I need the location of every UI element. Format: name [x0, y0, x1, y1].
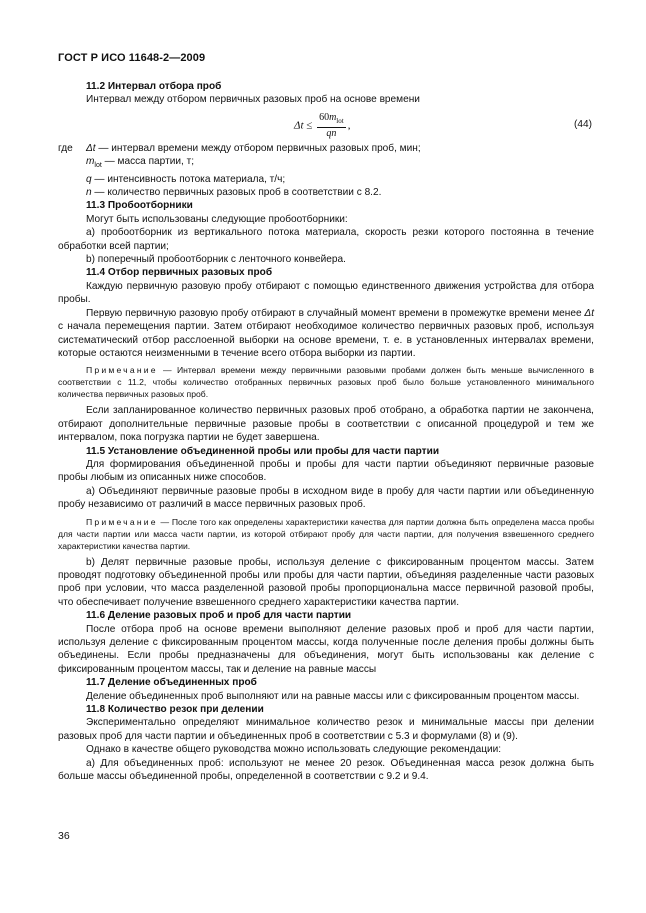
formula-numerator	[317, 112, 346, 128]
definition-text: — масса партии, т;	[101, 156, 195, 168]
section-11-3-p1: Могут быть использованы следующие пробоотборники:	[86, 213, 348, 225]
section-11-5-p1: Для формирования объединенной пробы и пробы для части партии объединяют первичные разовые пробы любым из описанных ниже способов.	[58, 458, 594, 484]
definition-n	[86, 186, 421, 199]
formula-lhs: Δt ≤	[294, 119, 313, 132]
numerator-coefficient: 60	[319, 111, 330, 123]
definition-symbol: q	[86, 173, 92, 185]
definition-text: — интенсивность потока материала, т/ч;	[91, 173, 286, 185]
where-label: где	[58, 142, 73, 154]
paragraph-text: Первую первичную разовую пробу отбирают в случайный момент времени в промежутке времени менее	[86, 307, 585, 319]
section-11-6-title: 11.6 Деление разовых проб и проб для части партии	[86, 610, 352, 622]
numerator-variable: m	[329, 111, 337, 123]
section-11-4-p2	[58, 307, 594, 361]
formula-number: (44)	[574, 118, 592, 130]
definitions-block	[58, 142, 594, 200]
definition-subscript: lot	[94, 162, 102, 170]
section-11-7-title: 11.7 Деление объединенных проб	[86, 677, 257, 689]
note-label: Примечание	[86, 516, 158, 527]
section-11-3-title: 11.3 Пробоотборники	[86, 200, 193, 212]
section-11-3-p2: а) пробоотборник из вертикального потока материала, скорость резки которого постоянна в течение обработки всей партии;	[58, 227, 594, 252]
section-11-2-title: 11.2 Интервал отбора проб	[86, 81, 222, 92]
definitions-list	[86, 142, 421, 200]
section-11-5-title: 11.5 Установление объединенной пробы или пробы для части партии	[86, 445, 440, 457]
definition-text: — количество первичных разовых проб в соответствии с 8.2.	[91, 187, 382, 199]
section-11-4-title: 11.4 Отбор первичных разовых проб	[86, 267, 273, 279]
section-11-8-p3: а) Для объединенных проб: используют не менее 20 резок. Объединенная масса резок должна быть больше массы объединенной пробы, определенной в соответствии с 9.2 и 9.4.	[58, 757, 594, 783]
definition-symbol: Δt	[86, 142, 96, 154]
section-11-8-p2: Однако в качестве общего руководства можно использовать следующие рекомендации:	[86, 744, 502, 756]
document-header: ГОСТ Р ИСО 11648-2—2009	[58, 52, 206, 64]
section-11-4-p3: Если запланированное количество первичных разовых проб отобрано, а обработка партии не закончена, отбирают дополнительные первичные разовые пробы в соответствии с описанной процедурой и тем же интервалом, пока погрузка партии не будет завершена.	[58, 405, 594, 444]
section-11-6-p1: После отбора проб на основе времени выполняют деление разовых проб и проб для части партии, используя деление с фиксированным процентом массы, когда полученные после деления пробы должны быть объединены. Если пробы предназначены для объединения, могут быть использованы как деление с фиксированным процентом массы, так и деление на равные массы	[58, 623, 594, 675]
document-body	[58, 80, 594, 783]
definition-symbol: n	[86, 187, 92, 199]
section-11-4-note	[58, 364, 594, 400]
note-text: — После того как определены характеристики качества для партии должна быть определена масса пробы для части партии или масса части партии, из которой отбирают пробу для части партии, для получения взвешенного среднего характеристики качества партии.	[58, 516, 594, 551]
formula-tail: ,	[347, 119, 351, 132]
definition-symbol: m	[86, 156, 95, 168]
definition-delta-t	[86, 142, 421, 155]
formula-fraction	[317, 112, 346, 140]
definition-m-lot	[86, 155, 421, 172]
section-11-8-title: 11.8 Количество резок при делении	[86, 704, 264, 716]
paragraph-symbol: Δt	[584, 307, 594, 319]
section-11-2-intro: Интервал между отбором первичных разовых проб на основе времени	[86, 94, 420, 106]
formula-expression	[294, 112, 350, 140]
definition-q	[86, 173, 421, 186]
definition-text: — интервал времени между отбором первичных разовых проб, мин;	[95, 142, 421, 154]
formula-denominator: qn	[326, 127, 337, 139]
section-11-7-p1: Деление объединенных проб выполняют или на равные массы или с фиксированным процентом массы.	[86, 690, 580, 702]
section-11-5-note	[58, 516, 594, 552]
section-11-4-p1: Каждую первичную разовую пробу отбирают с помощью единственного движения устройства для отбора пробы.	[58, 280, 594, 306]
section-11-5-p3: b) Делят первичные разовые пробы, используя деление с фиксированным процентом массы. Затем проводят подготовку объединенной пробы или пробы для части партии, объединяя разделенные части разовых проб при условии, что масса разделенной разовой пробы пропорциональна массе первичной разовой пробы, что обеспечивает получение взвешенного среднего характеристики качества партии.	[58, 556, 594, 608]
numerator-subscript: lot	[336, 116, 344, 125]
note-text: — Интервал времени между первичными разовыми пробами должен быть меньше вычисленного в соответствии с 11.2, чтобы количество отобранных первичных разовых проб было больше установленного минимального количества первичных разовых проб.	[58, 365, 594, 400]
section-11-8-p1: Экспериментально определяют минимальное количество резок и минимальные массы при делении разовых проб для части партии и объединенных проб в соответствии с 5.3 и формулами (8) и (9).	[58, 717, 594, 742]
note-label: Примечание	[86, 365, 158, 376]
paragraph-text: с начала перемещения партии. Затем отбирают необходимое количество первичных разовых проб, используя систематический отбор расслоенной выборки на основе времени, т. е. в установленных интервалах времени, которые остаются неизменными в течение всего отбора выборки из партии.	[58, 321, 594, 359]
section-11-3-p3: b) поперечный пробоотборник с ленточного конвейера.	[86, 254, 346, 266]
page-number: 36	[58, 830, 70, 842]
formula-44	[58, 110, 594, 138]
section-11-5-p2: а) Объединяют первичные разовые пробы в исходном виде в пробу для части партии или объединенную пробу независимо от различий в массе первичных разовых проб.	[58, 485, 594, 511]
